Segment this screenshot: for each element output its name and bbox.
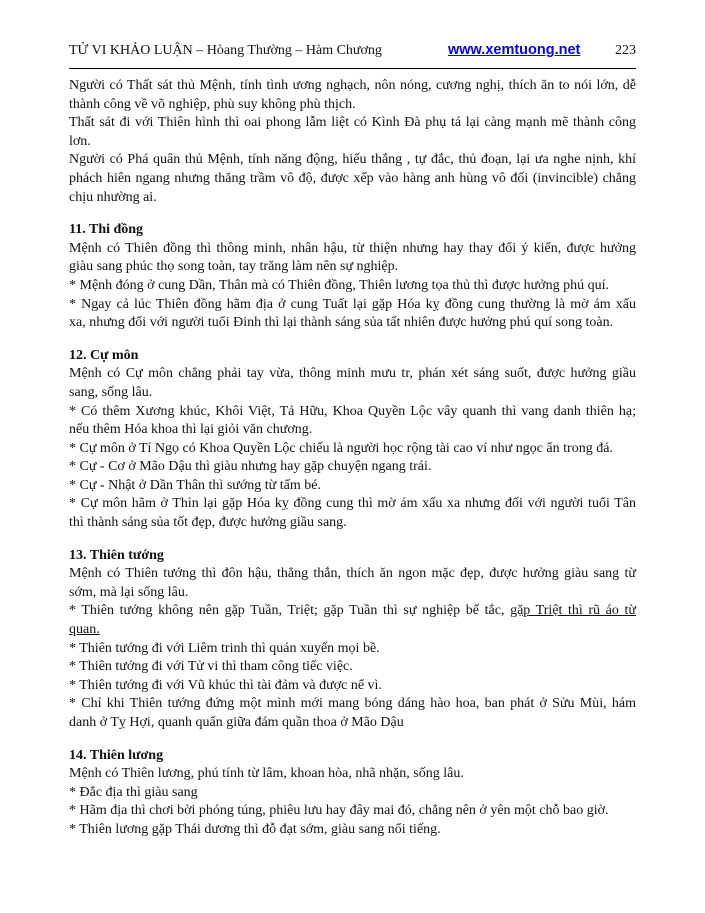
- section: [69, 347, 636, 533]
- text-line: * Có thêm Xương khúc, Khôi Việt, Tả Hữu, Khoa Quyền Lộc vây quanh thì vang danh thiên hạ;: [69, 403, 636, 419]
- paragraph: [69, 365, 636, 402]
- paragraph-gap: [69, 333, 636, 347]
- underlined-text: gặp Triệt thì rũ áo từ: [510, 603, 636, 619]
- text-line: * Mệnh đóng ở cung Dần, Thân mà có Thiên đồng, Thiên lương tọa thủ thì được hưởng phú quí.: [69, 277, 609, 293]
- paragraph: [69, 602, 636, 639]
- paragraph: [69, 403, 636, 440]
- text-line: Mệnh có Cự môn chẳng phải tay vừa, thông minh mưu tr, phán xét sáng suốt, được hưởng giầu: [69, 366, 636, 382]
- text-line: * Cự - Cơ ở Mão Dậu thì giàu nhưng hay gặp chuyện ngang trái.: [69, 459, 432, 475]
- text-line: thành công về võ nghiệp, phù suy không phù thịch.: [69, 96, 356, 112]
- text-line: thì thành sáng sủa tốt đẹp, được hưởng giầu sang.: [69, 515, 347, 531]
- underlined-text: quan.: [69, 622, 100, 638]
- text-line: * Thiên lương gặp Thái dương thì đỗ đạt sớm, giàu sang nổi tiếng.: [69, 821, 441, 837]
- paragraph: [69, 495, 636, 532]
- paragraph: [69, 565, 636, 602]
- section: [69, 221, 636, 333]
- paragraph-gap: [69, 207, 636, 221]
- text-line: [69, 621, 636, 640]
- text-line: Mệnh có Thiên tướng thì đôn hậu, thẳng thắn, thích ăn ngon mặc đẹp, được hưởng giàu sang từ: [69, 566, 636, 582]
- paragraph: [69, 477, 636, 496]
- page-body: [69, 77, 636, 840]
- text-line: * Cự môn ở Tí Ngọ có Khoa Quyền Lộc chiếu là người học rộng tài cao ví như ngọc ẩn trong đá.: [69, 440, 613, 456]
- text-line: Mệnh có Thiên lương, phú tính từ lâm, khoan hòa, nhã nhặn, sống lâu.: [69, 766, 464, 782]
- text-line: Người có Phá quân thủ Mệnh, tính năng động, hiếu thắng , tự đắc, thủ đoạn, lại ưa nghe nịnh, khí: [69, 152, 636, 168]
- text-line: * Hãm địa thì chơi bời phóng túng, phiêu lưu hay đây mai đó, chẳng nên ở yên một chỗ bao giờ.: [69, 803, 609, 819]
- paragraph: [69, 440, 636, 459]
- paragraph: [69, 765, 636, 784]
- paragraph: [69, 296, 636, 333]
- section-heading: 11. Thi đồng: [69, 222, 144, 238]
- text-line: chịu nhường ai.: [69, 189, 157, 205]
- paragraph: [69, 821, 636, 840]
- section-heading: 13. Thiên tướng: [69, 547, 164, 563]
- text-line: Người có Thất sát thủ Mệnh, tính tình ương nghạch, nôn nóng, cương nghị, thích ăn to nói lớn, dễ: [69, 78, 636, 93]
- text-line: nếu thêm Hóa khoa thì lại giỏi văn chương.: [69, 422, 313, 438]
- page-number: 223: [615, 43, 636, 58]
- text-line: * Cự - Nhật ở Dần Thân thì sướng từ tấm bé.: [69, 477, 321, 493]
- section: [69, 547, 636, 733]
- text-line: [69, 602, 636, 621]
- text-line: xa, nhưng đối với người tuổi Đinh thì lại thành sáng sủa tất nhiên được hưởng phú quí song toàn.: [69, 315, 614, 331]
- paragraph: [69, 695, 636, 732]
- paragraph: [69, 151, 636, 207]
- paragraph-gap: [69, 733, 636, 747]
- text-line: sớm, mà lại sống lâu.: [69, 584, 189, 600]
- text-line: giàu sang phúc thọ song toàn, tay trăng làm nên sự nghiệp.: [69, 259, 399, 275]
- paragraph: [69, 658, 636, 677]
- text-line: lơn.: [69, 133, 91, 149]
- paragraph-gap: [69, 533, 636, 547]
- text-segment: * Thiên tướng không nên gặp Tuần, Triệt; gặp Tuần thì sự nghiệp bế tắc,: [69, 603, 511, 619]
- section: [69, 747, 636, 840]
- page-header: [69, 43, 636, 61]
- text-line: Mệnh có Thiên đồng thì thông minh, nhân hậu, từ thiện nhưng hay thay đổi ý kiến, được hưởng: [69, 240, 636, 256]
- paragraph: [69, 458, 636, 477]
- text-line: * Thiên tướng đi với Liêm trinh thì quán xuyến mọi bề.: [69, 640, 380, 656]
- section-heading: 12. Cự môn: [69, 347, 139, 363]
- paragraph: [69, 240, 636, 277]
- text-line: * Ngay cả lúc Thiên đồng hãm địa ở cung Tuất lại gặp Hóa kỵ đồng cung thường là mờ ám xấu: [69, 296, 636, 312]
- text-line: * Đắc địa thì giàu sang: [69, 784, 198, 800]
- text-line: * Chỉ khi Thiên tướng đứng một mình mới mang bóng dáng hào hoa, ban phát ở Sửu Mùi, hám: [69, 696, 636, 712]
- text-line: * Thiên tướng đi với Vũ khúc thì tài đảm và được nể vì.: [69, 677, 382, 693]
- website-link[interactable]: www.xemtuong.net: [448, 42, 581, 58]
- text-line: danh ở Tỵ Hợi, quanh quẩn giữa đám quần thoa ở Mão Dậu: [69, 715, 404, 730]
- header-rule: [69, 68, 636, 69]
- paragraph: [69, 677, 636, 696]
- text-line: * Cự môn hãm ở Thìn lại gặp Hóa kỵ đồng cung thì mờ ám xấu xa nhưng đối với người tuổi Tân: [69, 496, 636, 512]
- paragraph: [69, 784, 636, 803]
- paragraph: [69, 114, 636, 151]
- paragraph: [69, 640, 636, 659]
- text-line: phách hiên ngang nhưng thăng trầm vô độ, được xếp vào hàng anh hùng vô đối (invincible) chẳng: [69, 170, 636, 186]
- text-line: * Thiên tướng đi với Tử vi thì tham công tiếc việc.: [69, 659, 353, 675]
- text-line: sang, sống lâu.: [69, 384, 153, 400]
- running-title: TỬ VI KHẢO LUẬN – Hòang Thường – Hàm Chương: [69, 43, 382, 58]
- paragraph: [69, 802, 636, 821]
- paragraph: [69, 77, 636, 114]
- text-line: Thất sát đi với Thiên hình thì oai phong lẫm liệt có Kình Đà phụ tá lại càng mạnh mẽ thành công: [69, 115, 636, 131]
- paragraph: [69, 277, 636, 296]
- section-heading: 14. Thiên lương: [69, 747, 164, 763]
